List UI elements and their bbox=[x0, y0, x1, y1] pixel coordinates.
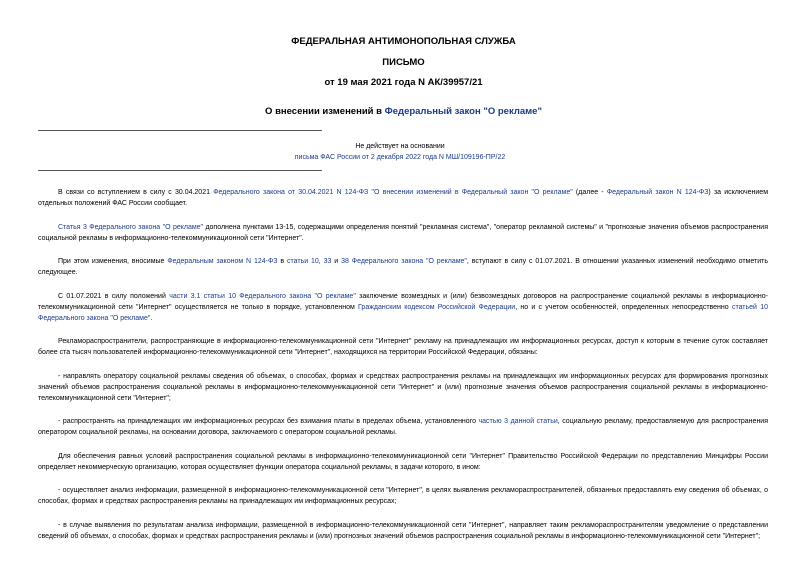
subject-prefix: О внесении изменений в bbox=[265, 106, 385, 117]
status-note-text: Не действует на основании bbox=[355, 143, 445, 150]
text: В связи со вступлением в силу с 30.04.2021 bbox=[58, 189, 214, 196]
text: . bbox=[150, 314, 153, 322]
text: в bbox=[277, 258, 287, 265]
article-3-link[interactable]: Статья 3 Федерального закона "О рекламе" bbox=[58, 223, 204, 231]
text: ) за исключением отдельных положений ФАС России сообщает. bbox=[38, 189, 769, 207]
part-3-1-article-10-link[interactable]: части 3.1 статьи 10 Федерального закона "О рекламе" bbox=[169, 292, 356, 300]
subject-law-link[interactable]: Федеральный закон "О рекламе" bbox=[384, 106, 542, 117]
text: заключение возмездных и (или) безвозмездных договоров на распространение социальной рекламы в информационно-телекоммуникационной сети "Интернет" осуществляется не только в порядке, установленном bbox=[38, 292, 768, 311]
article-10-law-link[interactable]: статьей 10 Федерального закона "О рекламе" bbox=[38, 303, 768, 322]
text: , bbox=[318, 258, 324, 265]
paragraph-4 bbox=[38, 291, 768, 324]
paragraph-3 bbox=[38, 256, 768, 278]
law-124fz-link[interactable]: Федерального закона от 30.04.2021 N 124-ФЗ "О внесении изменений в Федеральный закон "О рекламе" bbox=[213, 189, 573, 196]
doc-date-number: от 19 мая 2021 года N АК/39957/21 bbox=[324, 77, 483, 88]
text: , вступают в силу с 01.07.2021. В отношении указанных изменений необходимо отметить следующее. bbox=[38, 258, 768, 276]
agency-title: ФЕДЕРАЛЬНАЯ АНТИМОНОПОЛЬНАЯ СЛУЖБА bbox=[291, 36, 516, 47]
law-124fz-link-2[interactable]: Федеральным законом N 124-ФЗ bbox=[167, 258, 278, 265]
text: и bbox=[331, 258, 342, 265]
paragraph-10: - в случае выявления по результатам анализа информации, размещенной в информационно-телекоммуникационной сети "Интернет", направляет таким рекламораспространителям уведомление о представлении сведений об объемах, о способах, формах и средствах распространения рекламы и (или) прогнозных значений объемов распространения социальной рекламы в информационно-телекоммуникационной сети "Интернет"; bbox=[38, 521, 768, 540]
paragraph-6: - направлять оператору социальной рекламы сведения об объемах, о способах, формах и средствах распространения рекламы на принадлежащих им информационных ресурсах для формирования прогнозных значений объемов распространения социальной рекламы в информационно-телекоммуникационной сети "Интернет" и (или) прогнозные значения объемов распространения социальной рекламы в информационно-телекоммуникационной сети "Интернет"; bbox=[38, 372, 768, 402]
text: При этом изменения, вносимые bbox=[58, 258, 168, 265]
text: - распространять на принадлежащих им информационных ресурсах без взимания платы в пределах объема, установленного bbox=[58, 418, 479, 425]
article-38-link[interactable]: 38 Федерального закона "О рекламе" bbox=[341, 258, 467, 265]
civil-code-link[interactable]: Гражданским кодексом Российской Федерации bbox=[358, 303, 516, 311]
doc-subject bbox=[0, 106, 807, 117]
article-33-link[interactable]: 33 bbox=[323, 258, 332, 265]
text: дополнена пунктами 13-15, содержащими определения понятий "рекламная система", "оператор рекламной системы" и "прогнозные значения объемов распространения социальной рекламы в информационно-телекоммуникационной сети "Интернет". bbox=[38, 223, 768, 242]
divider-top bbox=[38, 130, 322, 131]
text: С 01.07.2021 в силу положений bbox=[58, 292, 170, 300]
law-124fz-short-link[interactable]: Федеральный закон N 124-ФЗ bbox=[606, 189, 709, 196]
paragraph-2 bbox=[38, 222, 768, 244]
part-3-link[interactable]: частью 3 данной статьи bbox=[478, 418, 558, 425]
letter-body bbox=[38, 187, 768, 554]
paragraph-7 bbox=[38, 416, 768, 438]
doc-type: ПИСЬМО bbox=[382, 57, 425, 68]
text: , но и с учетом особенностей, определенных непосредственно bbox=[515, 303, 732, 311]
status-note-link[interactable]: письма ФАС России от 2 декабря 2022 года N МШ/109196-ПР/22 bbox=[294, 154, 506, 161]
text: , социальную рекламу, предоставляемую для распространения оператором социальной рекламы, на основании договора, заключаемого с оператором социальной рекламы. bbox=[38, 418, 769, 436]
paragraph-5: Рекламораспространители, распространяющие в информационно-телекоммуникационной сети "Интернет" рекламу на принадлежащих им информационных ресурсах, доступ к которым в течение суток составляет более ста тысяч пользователей информационно-телекоммуникационной сети "Интернет", находящихся на территории Российской Федерации, обязаны: bbox=[38, 338, 768, 356]
paragraph-1 bbox=[38, 187, 768, 209]
status-note bbox=[280, 141, 520, 163]
divider-bottom bbox=[38, 170, 322, 171]
text: (далее - bbox=[572, 189, 607, 196]
paragraph-8: Для обеспечения равных условий распространения социальной рекламы в информационно-телекоммуникационной сети "Интернет" Правительство Российской Федерации по представлению Минцифры России определяет некоммерческую организацию, которая осуществляет функции оператора социальной рекламы, в задачи которого, в ином: bbox=[38, 452, 768, 471]
article-10-link[interactable]: статьи 10 bbox=[287, 258, 319, 265]
paragraph-9: - осуществляет анализ информации, размещенной в информационно-телекоммуникационной сети "Интернет", в целях выявления рекламораспространителей, обязанных предоставлять ему сведения об объемах, о способах, формах и средствах распространения рекламы на принадлежащих им информационных ресурсах; bbox=[38, 487, 768, 505]
